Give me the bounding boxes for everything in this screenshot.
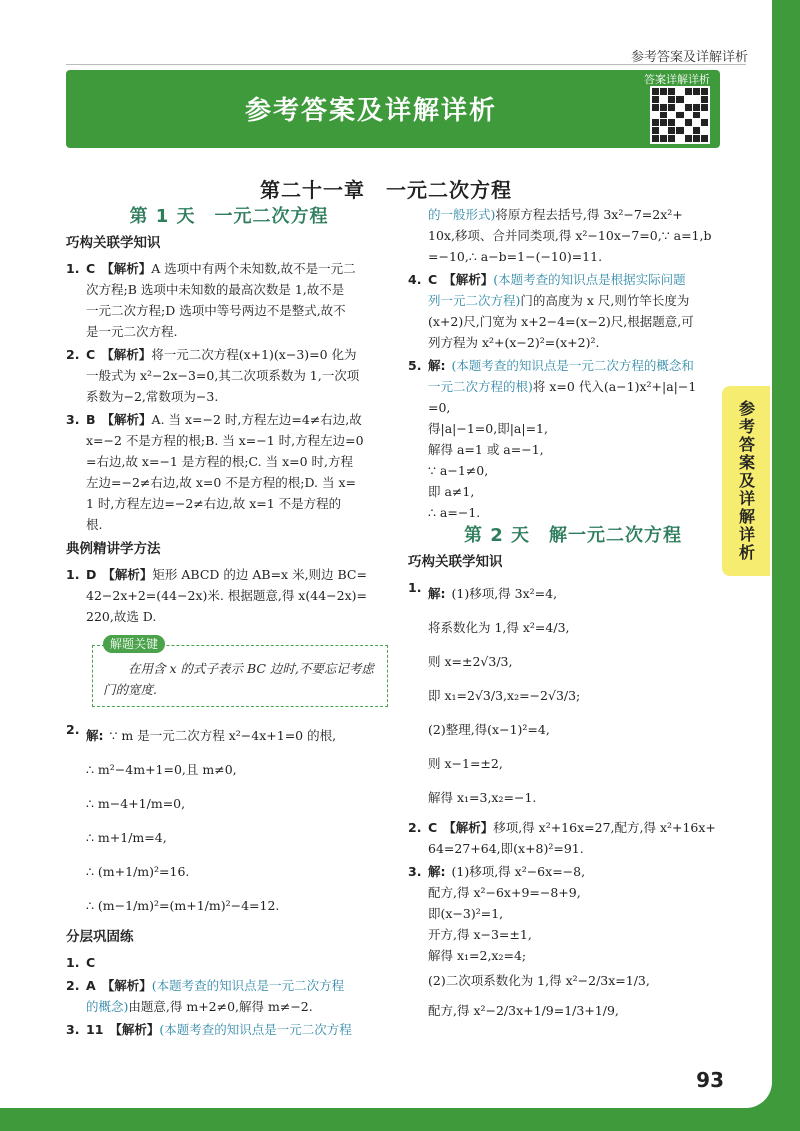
analysis-tag: 【解析】 [109,1022,160,1037]
text-line: 移项,得 x²+16x=27,配方,得 x²+16x+ [493,820,716,835]
analysis-tag: 【解析】 [101,978,152,993]
question-number: 3. [66,412,80,427]
question-number: 1. [66,955,80,970]
text-line: 根. [86,517,103,532]
text-line: =−10,∴ a−b=1−(−10)=11. [428,249,603,264]
side-tab[interactable]: 参考答案及详解详析 [722,386,770,576]
question-number: 2. [66,722,80,737]
question-1 [66,258,392,342]
text-line: (1)移项,得 x²−6x=−8, [451,864,586,879]
day2-question-3 [408,861,738,1026]
text-line: (2)二次项系数化为 1,得 x²−2/3x=1/3, [428,973,650,988]
analysis-tag: 【解析】 [101,261,152,276]
text-line: 次方程;B 选项中未知数的最高次数是 1,故不是 [86,282,345,297]
section-heading: 巧构关联学知识 [408,554,503,570]
text-line: 开方,得 x−3=±1, [428,927,532,942]
text-line: 得|a|−1=0,即|a|=1, [428,421,548,436]
text-line: (x+2)尺,门宽为 x+2−4=(x−2)尺,根据题意,可 [428,314,694,329]
answer-letter: A [86,978,96,993]
text-line: 即 x₁=2√3/3,x₂=−2√3/3; [428,688,581,703]
exercise-4 [408,269,738,353]
page-number: 93 [696,1068,724,1092]
answer-letter: C [86,347,96,362]
exercise-3 [66,1019,392,1040]
question-number: 2. [66,978,80,993]
analysis-tag: 【解析】 [443,820,494,835]
knowledge-point: (本题考查的知识点是一元二次方程 [151,978,345,993]
question-number: 1. [66,567,80,582]
text-line: 即(x−3)²=1, [428,906,504,921]
text-line: (1)移项,得 3x²=4, [451,586,558,601]
knowledge-point: 的概念) [86,999,129,1014]
text-line: 220,故选 D. [86,609,157,624]
text-line: 将 x=0 代入(a−1)x²+|a|−1 [532,379,697,394]
knowledge-point: (本题考查的知识点是一元二次方程的概念和 [451,358,694,373]
solution-lead: 解: [86,728,104,743]
exercise-3-continued [408,204,738,267]
answer-letter: C [86,261,96,276]
exercise-2 [66,975,392,1017]
text-line: 则 x−1=±2, [428,756,503,771]
solution-lead: 解: [428,586,446,601]
text-line: (2)整理,得(x−1)²=4, [428,722,550,737]
analysis-tag: 【解析】 [101,347,152,362]
knowledge-point: 一元二次方程的根) [428,379,533,394]
left-column [66,204,392,1042]
section-heading: 分层巩固练 [66,929,134,945]
section-heading: 巧构关联学知识 [66,235,161,251]
text-line: 门的高度为 x 尺,则竹竿长度为 [520,293,690,308]
answer-value: 11 [86,1022,104,1037]
knowledge-point: (本题考查的知识点是一元二次方程 [159,1022,352,1037]
analysis-tag: 【解析】 [443,272,494,287]
analysis-tag: 【解析】 [101,412,152,427]
question-number: 3. [408,864,422,879]
text-line: 将原方程去括号,得 3x²−7=2x²+ [495,207,683,222]
day-1-title: 第 1 天 一元二次方程 [129,206,329,227]
title-banner [66,70,720,148]
right-column [408,204,738,1028]
question-number: 5. [408,358,422,373]
text-line: x=−2 不是方程的根;B. 当 x=−1 时,方程左边=0 [86,433,364,448]
text-line: ∴ a=−1. [428,505,481,520]
text-line: ∵ m 是一元二次方程 x²−4x+1=0 的根, [109,728,337,743]
text-line: =0, [428,400,451,415]
day2-question-1 [408,577,738,815]
question-number: 2. [408,820,422,835]
answer-letter: C [428,820,438,835]
analysis-tag: 【解析】 [102,567,153,582]
header-rule [66,64,746,65]
key-point-text: 在用含 x 的式子表示 BC 边时,不要忘记考虑门的宽度. [103,661,374,697]
text-line: 则 x=±2√3/3, [428,654,513,669]
knowledge-point: 的一般形式) [428,207,496,222]
question-2 [66,344,392,407]
text-line: ∴ m+1/m=4, [86,830,167,845]
exercise-1 [66,952,392,973]
text-line: 由题意,得 m+2≠0,解得 m≠−2. [128,999,313,1014]
text-line: 将一元二次方程(x+1)(x−3)=0 化为 [151,347,357,362]
running-head: 参考答案及详解详析 [630,50,748,65]
text-line: ∴ (m−1/m)²=(m+1/m)²−4=12. [86,898,280,913]
qr-code-icon[interactable] [650,86,710,144]
key-point-label: 解题关键 [103,635,165,653]
text-line: 42−2x+2=(44−2x)米. 根据题意,得 x(44−2x)= [86,588,367,603]
text-line: 即 a≠1, [428,484,475,499]
answer-letter: B [86,412,96,427]
text-line: 解得 x₁=3,x₂=−1. [428,790,537,805]
text-line: ∵ a−1≠0, [428,463,489,478]
text-line: 10x,移项、合并同类项,得 x²−10x−7=0,∵ a=1,b [428,228,712,243]
text-line: 一元二次方程;D 选项中等号两边不是整式,故不 [86,303,346,318]
text-line: 左边=−2≠右边,故 x=0 不是方程的根;D. 当 x= [86,475,357,490]
answer-letter: C [86,955,96,970]
text-line: 64=27+64,即(x+8)²=91. [428,841,584,856]
answer-letter: C [428,272,438,287]
text-line: =右边,故 x=−1 是方程的根;C. 当 x=0 时,方程 [86,454,354,469]
question-number: 4. [408,272,422,287]
text-line: 矩形 ABCD 的边 AB=x 米,则边 BC= [152,567,367,582]
banner-title: 参考答案及详解详析 [244,96,497,126]
question-3 [66,409,392,535]
question-number: 3. [66,1022,80,1037]
question-number: 2. [66,347,80,362]
knowledge-point: 列一元二次方程) [428,293,521,308]
day-2-title: 第 2 天 解一元二次方程 [463,525,683,546]
section-heading: 典例精讲学方法 [66,541,161,557]
text-line: ∴ m−4+1/m=0, [86,796,186,811]
example-2 [66,719,392,923]
text-line: 是一元二次方程. [86,324,178,339]
text-line: 解得 x₁=2,x₂=4; [428,948,527,963]
text-line: 列方程为 x²+(x−2)²=(x+2)². [428,335,600,350]
key-point-box [92,637,388,707]
text-line: 一般式为 x²−2x−3=0,其二次项系数为 1,一次项 [86,368,360,383]
text-line: 系数为−2,常数项为−3. [86,389,219,404]
solution-lead: 解: [428,358,446,373]
text-line: A 选项中有两个未知数,故不是一元二 [151,261,356,276]
text-line: 配方,得 x²−2/3x+1/9=1/3+1/9, [428,1003,619,1018]
text-line: 将系数化为 1,得 x²=4/3, [428,620,570,635]
exercise-5 [408,355,738,523]
knowledge-point: (本题考查的知识点是根据实际问题 [493,272,686,287]
qr-label: 答案详解详析 [644,73,710,86]
question-number: 1. [66,261,80,276]
text-line: 解得 a=1 或 a=−1, [428,442,544,457]
day2-question-2 [408,817,738,859]
text-line: 配方,得 x²−6x+9=−8+9, [428,885,581,900]
solution-lead: 解: [428,864,446,879]
question-number: 1. [408,580,422,595]
text-line: A. 当 x=−2 时,方程左边=4≠右边,故 [151,412,362,427]
example-1 [66,564,392,627]
answer-letter: D [86,567,97,582]
text-line: ∴ (m+1/m)²=16. [86,864,190,879]
text-line: 1 时,方程左边=−2≠右边,故 x=1 不是方程的 [86,496,342,511]
text-line: ∴ m²−4m+1=0,且 m≠0, [86,762,237,777]
chapter-title: 第二十一章 一元二次方程 [260,178,512,202]
